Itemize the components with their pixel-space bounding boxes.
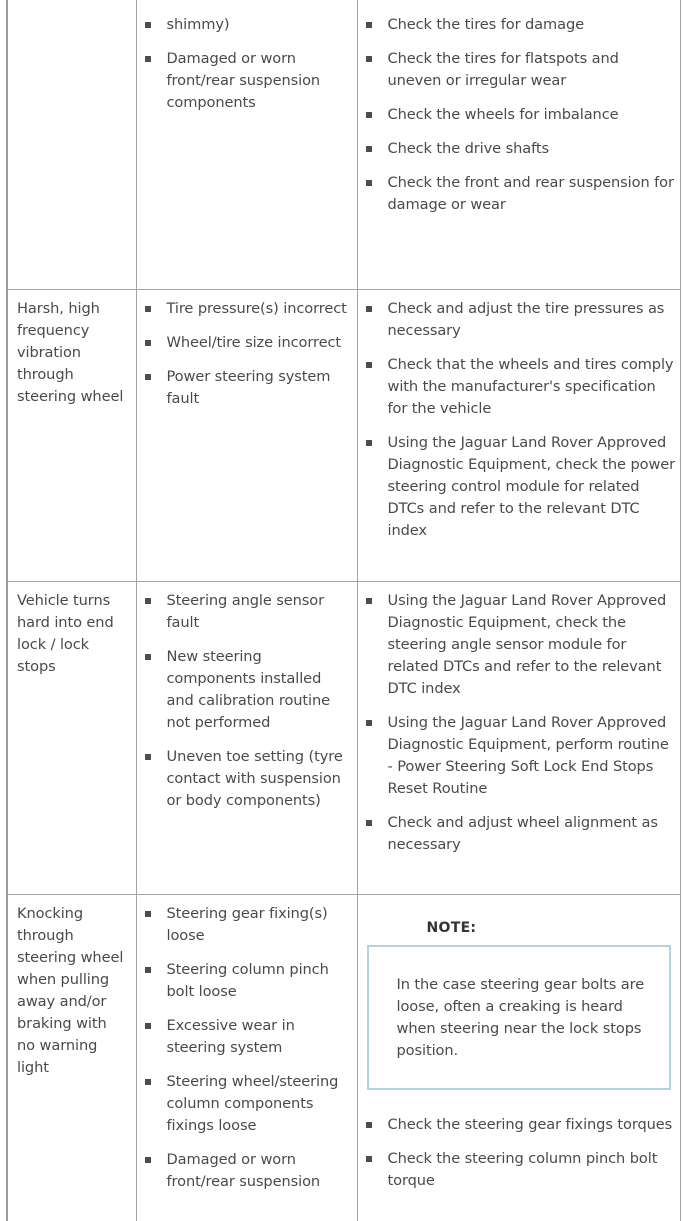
actions-cell: [357, 581, 680, 894]
cause-item: Steering column pinch bolt loose: [145, 959, 353, 1003]
action-item: Check and adjust wheel alignment as necessary: [366, 812, 676, 856]
action-item: Check and adjust the tire pressures as necessary: [366, 298, 676, 342]
actions-cell: [357, 289, 680, 581]
table-row: [7, 581, 680, 894]
action-item: Check the steering column pinch bolt torque: [366, 1148, 676, 1192]
cause-item: Damaged or worn front/rear suspension: [145, 1149, 353, 1193]
action-item: Check that the wheels and tires comply with the manufacturer's specification for the vehicle: [366, 354, 676, 420]
action-item: Check the steering gear fixings torques: [366, 1114, 676, 1136]
action-item: Check the drive shafts: [366, 138, 676, 160]
causes-cell: [136, 581, 357, 894]
action-item: Using the Jaguar Land Rover Approved Diagnostic Equipment, check the steering angle sensor module for related DTCs and refer to the relevant DTC index: [366, 590, 676, 700]
causes-cell: [136, 289, 357, 581]
symptom-table: [6, 0, 681, 1221]
table-row: [7, 0, 680, 289]
note-block: [358, 895, 680, 1100]
symptom-cell: Vehicle turns hard into end lock / lock stops: [7, 581, 136, 894]
cause-item: Steering angle sensor fault: [145, 590, 353, 634]
action-item: Check the tires for flatspots and uneven or irregular wear: [366, 48, 676, 92]
cause-item: Uneven toe setting (tyre contact with suspension or body components): [145, 746, 353, 812]
action-item: Check the wheels for imbalance: [366, 104, 676, 126]
cause-item: shimmy): [145, 14, 353, 36]
action-item: Check the tires for damage: [366, 14, 676, 36]
action-item: Using the Jaguar Land Rover Approved Diagnostic Equipment, check the power steering control module for related DTCs and refer to the relevant DTC index: [366, 432, 676, 542]
cause-item: Tire pressure(s) incorrect: [145, 298, 353, 320]
action-item: Using the Jaguar Land Rover Approved Diagnostic Equipment, perform routine - Power Steering Soft Lock End Stops Reset Routine: [366, 712, 676, 800]
cause-item: Steering wheel/steering column components fixings loose: [145, 1071, 353, 1137]
cause-item: Power steering system fault: [145, 366, 353, 410]
causes-cell: [136, 894, 357, 1221]
cause-item: New steering components installed and calibration routine not performed: [145, 646, 353, 734]
table-row: [7, 289, 680, 581]
actions-cell: [357, 0, 680, 289]
note-label: NOTE:: [426, 919, 477, 936]
causes-cell: [136, 0, 357, 289]
actions-cell: [357, 894, 680, 1221]
cause-item: Steering gear fixing(s) loose: [145, 903, 353, 947]
symptom-cell: [7, 0, 136, 289]
cause-item: Excessive wear in steering system: [145, 1015, 353, 1059]
cause-item: Wheel/tire size incorrect: [145, 332, 353, 354]
symptom-cell: Harsh, high frequency vibration through steering wheel: [7, 289, 136, 581]
cause-item: Damaged or worn front/rear suspension components: [145, 48, 353, 114]
table-row: [7, 894, 680, 1221]
symptom-cell: Knocking through steering wheel when pulling away and/or braking with no warning light: [7, 894, 136, 1221]
action-item: Check the front and rear suspension for damage or wear: [366, 172, 676, 216]
note-box: In the case steering gear bolts are loose, often a creaking is heard when steering near the lock stops position.: [367, 945, 671, 1090]
